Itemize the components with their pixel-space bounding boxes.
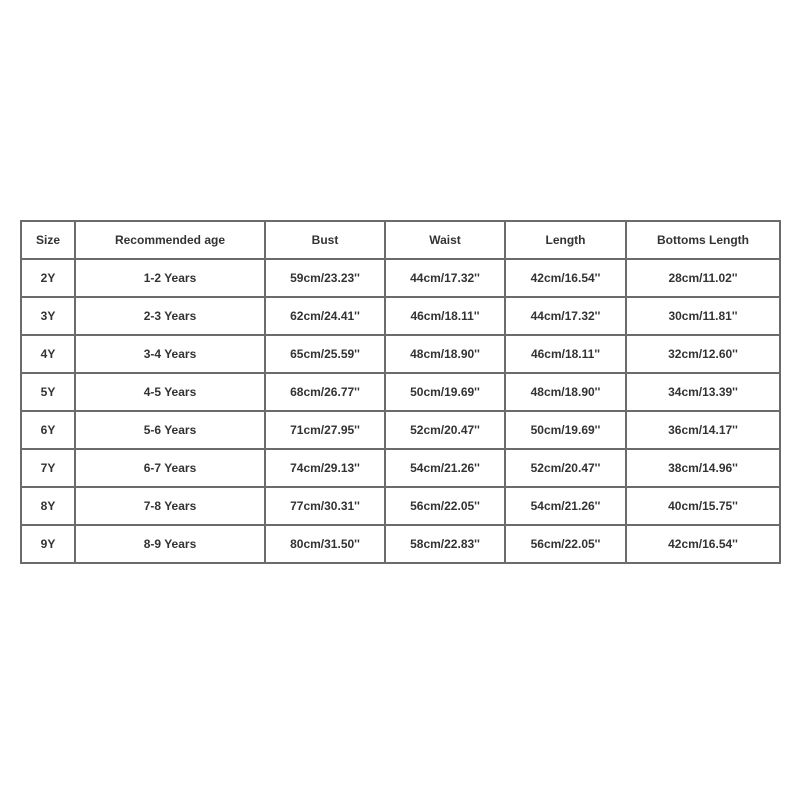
cell-bust: 65cm/25.59'' xyxy=(265,335,385,373)
cell-waist: 58cm/22.83'' xyxy=(385,525,505,563)
cell-bottoms-length: 32cm/12.60'' xyxy=(626,335,780,373)
cell-waist: 48cm/18.90'' xyxy=(385,335,505,373)
cell-recommended-age: 7-8 Years xyxy=(75,487,265,525)
cell-waist: 56cm/22.05'' xyxy=(385,487,505,525)
cell-bust: 71cm/27.95'' xyxy=(265,411,385,449)
cell-waist: 50cm/19.69'' xyxy=(385,373,505,411)
header-length: Length xyxy=(505,221,626,259)
cell-size: 8Y xyxy=(21,487,75,525)
header-size: Size xyxy=(21,221,75,259)
cell-bust: 80cm/31.50'' xyxy=(265,525,385,563)
cell-recommended-age: 1-2 Years xyxy=(75,259,265,297)
cell-bottoms-length: 34cm/13.39'' xyxy=(626,373,780,411)
cell-bust: 59cm/23.23'' xyxy=(265,259,385,297)
table-row xyxy=(21,373,780,411)
cell-recommended-age: 8-9 Years xyxy=(75,525,265,563)
table-header-row xyxy=(21,221,780,259)
table-row xyxy=(21,487,780,525)
cell-bottoms-length: 28cm/11.02'' xyxy=(626,259,780,297)
cell-size: 7Y xyxy=(21,449,75,487)
header-recommended-age: Recommended age xyxy=(75,221,265,259)
cell-length: 46cm/18.11'' xyxy=(505,335,626,373)
cell-bust: 74cm/29.13'' xyxy=(265,449,385,487)
cell-size: 9Y xyxy=(21,525,75,563)
table-row xyxy=(21,449,780,487)
cell-size: 6Y xyxy=(21,411,75,449)
cell-waist: 52cm/20.47'' xyxy=(385,411,505,449)
header-waist: Waist xyxy=(385,221,505,259)
cell-size: 3Y xyxy=(21,297,75,335)
cell-size: 2Y xyxy=(21,259,75,297)
cell-waist: 44cm/17.32'' xyxy=(385,259,505,297)
cell-length: 54cm/21.26'' xyxy=(505,487,626,525)
cell-bottoms-length: 40cm/15.75'' xyxy=(626,487,780,525)
cell-length: 56cm/22.05'' xyxy=(505,525,626,563)
table-row xyxy=(21,411,780,449)
header-bust: Bust xyxy=(265,221,385,259)
cell-recommended-age: 6-7 Years xyxy=(75,449,265,487)
table-row xyxy=(21,259,780,297)
cell-recommended-age: 4-5 Years xyxy=(75,373,265,411)
cell-bust: 77cm/30.31'' xyxy=(265,487,385,525)
cell-recommended-age: 3-4 Years xyxy=(75,335,265,373)
cell-length: 44cm/17.32'' xyxy=(505,297,626,335)
cell-length: 50cm/19.69'' xyxy=(505,411,626,449)
cell-length: 48cm/18.90'' xyxy=(505,373,626,411)
cell-length: 52cm/20.47'' xyxy=(505,449,626,487)
table-row xyxy=(21,335,780,373)
cell-size: 5Y xyxy=(21,373,75,411)
cell-length: 42cm/16.54'' xyxy=(505,259,626,297)
cell-bottoms-length: 30cm/11.81'' xyxy=(626,297,780,335)
cell-bust: 62cm/24.41'' xyxy=(265,297,385,335)
cell-bust: 68cm/26.77'' xyxy=(265,373,385,411)
cell-recommended-age: 2-3 Years xyxy=(75,297,265,335)
cell-recommended-age: 5-6 Years xyxy=(75,411,265,449)
table-row xyxy=(21,297,780,335)
size-chart-table xyxy=(20,220,781,564)
header-bottoms-length: Bottoms Length xyxy=(626,221,780,259)
cell-size: 4Y xyxy=(21,335,75,373)
table-row xyxy=(21,525,780,563)
cell-bottoms-length: 38cm/14.96'' xyxy=(626,449,780,487)
cell-bottoms-length: 36cm/14.17'' xyxy=(626,411,780,449)
cell-bottoms-length: 42cm/16.54'' xyxy=(626,525,780,563)
cell-waist: 46cm/18.11'' xyxy=(385,297,505,335)
cell-waist: 54cm/21.26'' xyxy=(385,449,505,487)
table-body xyxy=(21,259,780,563)
